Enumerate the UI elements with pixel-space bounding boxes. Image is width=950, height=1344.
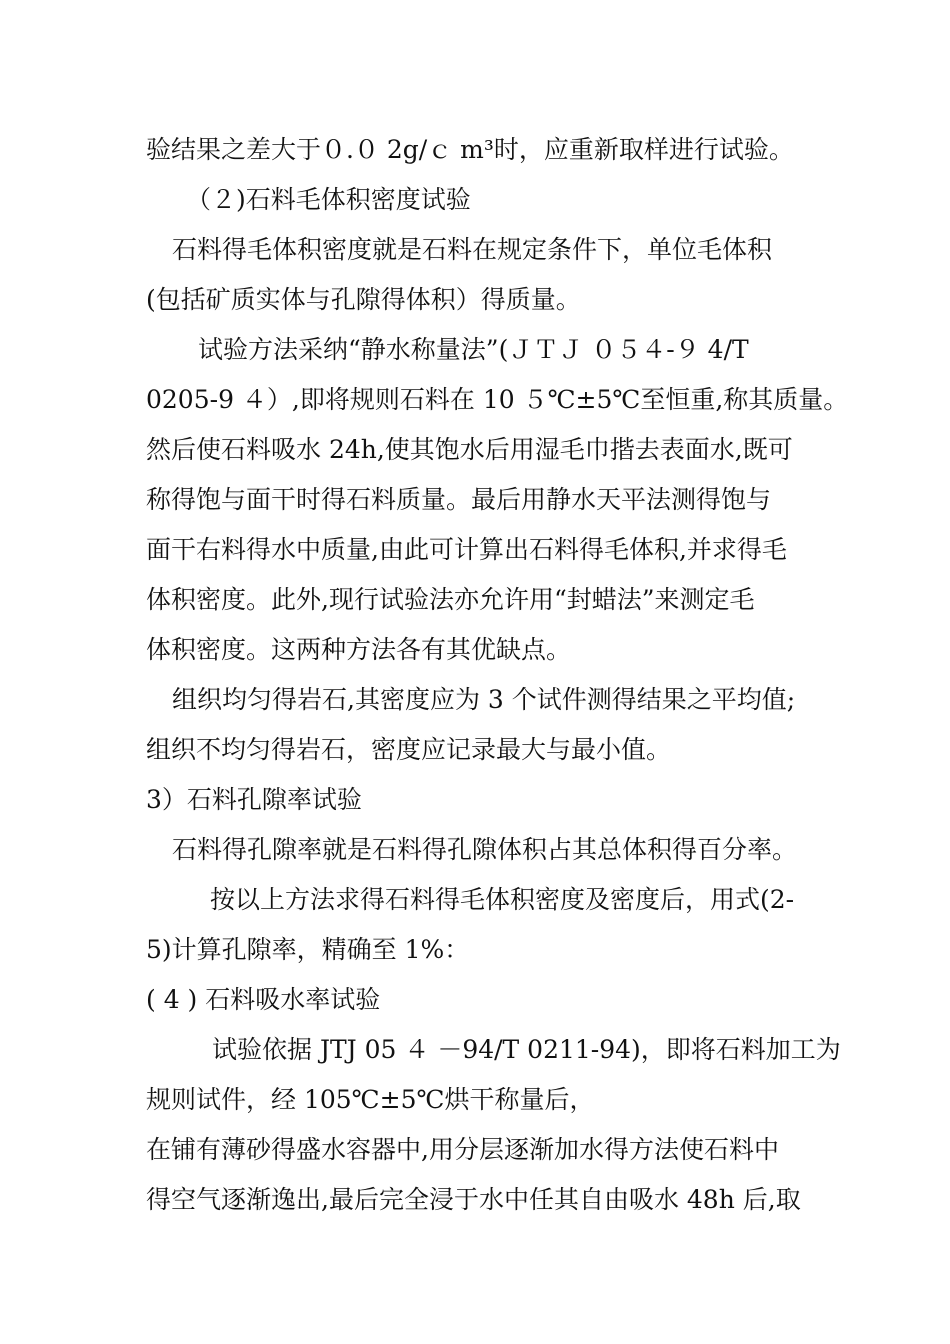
text-line: 然后使石料吸水 24h,使其饱水后用湿毛巾揩去表面水,既可 (146, 435, 793, 464)
text-line: 石料得孔隙率就是石料得孔隙体积占其总体积得百分率。 (172, 835, 798, 864)
section-heading: 3）石料孔隙率试验 (146, 785, 362, 814)
text-line: 体积密度。此外,现行试验法亦允许用“封蜡法”来测定毛 (146, 585, 755, 614)
section-heading: （２)石料毛体积密度试验 (186, 185, 471, 214)
text-line: 规则试件，经 105℃±5℃烘干称量后， (146, 1085, 595, 1114)
text-line: (包括矿质实体与孔隙得体积）得质量。 (146, 285, 581, 314)
section-heading: ( 4 ) 石料吸水率试验 (146, 985, 381, 1014)
text-line: 试验依据 JTJ 05 ４ －94/T 0211-94)，即将石料加工为 (212, 1035, 841, 1064)
text-line: 面干右料得水中质量,由此可计算出石料得毛体积,并求得毛 (146, 535, 787, 564)
text-line: 在铺有薄砂得盛水容器中,用分层逐渐加水得方法使石料中 (146, 1135, 779, 1164)
text-line: 试验方法采纳“静水称量法”(ＪＴＪ ０５４-９ 4/T (198, 335, 749, 364)
text-line: 按以上方法求得石料得毛体积密度及密度后，用式(2- (210, 885, 795, 914)
text-line: 得空气逐渐逸出,最后完全浸于水中任其自由吸水 48h 后,取 (146, 1185, 801, 1214)
text-line: 体积密度。这两种方法各有其优缺点。 (146, 635, 572, 664)
text-line: 称得饱与面干时得石料质量。最后用静水天平法测得饱与 (146, 485, 772, 514)
text-line: 0205-9 ４）,即将规则石料在 10 ５℃±5℃至恒重,称其质量。 (146, 385, 849, 414)
text-line: 组织不均匀得岩石，密度应记录最大与最小值。 (146, 735, 672, 764)
text-line: 5)计算孔隙率，精确至 1%： (146, 935, 470, 964)
text-line: 组织均匀得岩石,其密度应为 3 个试件测得结果之平均值; (172, 685, 796, 714)
text-line: 石料得毛体积密度就是石料在规定条件下，单位毛体积 (172, 235, 773, 264)
text-line: 验结果之差大于０.０ 2g/ｃ m³时，应重新取样进行试验。 (146, 135, 794, 164)
